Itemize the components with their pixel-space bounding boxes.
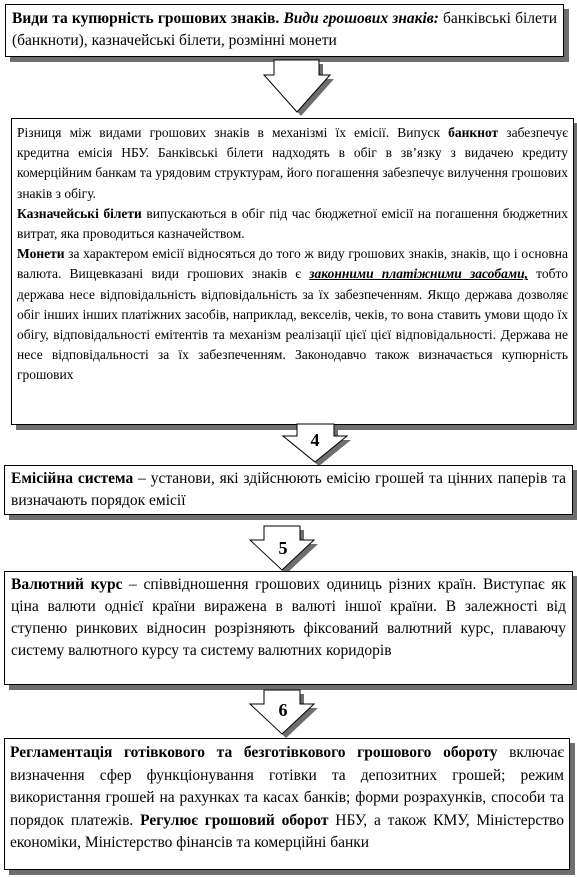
box4-text: – співвідношення грошових одиниць різних країн. Виступає як ціна валюти однієї країни виражена в валюті іншої країни. В залежності від ступеню ринкових відносин розрізняють фіксований валютний курс, плаваючу систему валютного курсу та систему валютних коридорів	[11, 576, 566, 659]
box3-text: – установи, які здійснюють емісію грошей та цінних паперів та визначають порядок емісії	[11, 470, 566, 509]
box2-coins-term: Монети	[17, 246, 65, 262]
box-emission-system	[4, 465, 573, 515]
box2-p3-text: за характером емісії відносяться до того ж виду грошових знаків, знаків, що і основна валюта. Вищевказані види грошових знаків є	[17, 246, 568, 282]
box2-p1-start: Різниця між видами грошових знаків в механізмі їх емісії. Випуск	[17, 125, 449, 140]
box-emission-differences	[11, 118, 574, 425]
box-cash-regulation	[4, 738, 570, 870]
box3-heading: Емісійна система	[11, 470, 134, 487]
arrow-4-number: 4	[310, 430, 320, 450]
box5-text: включає визначення сфер функціонування готівки та депозитних грошей; режим використання грошей на рахунках та касах банків; форми розрахунків, способи та порядок платежів.	[10, 744, 564, 829]
box-kinds-of-money	[5, 4, 564, 57]
arrow-6-number: 6	[278, 700, 288, 720]
box1-subheading: Види грошових знаків:	[283, 10, 439, 27]
arrow-5-number: 5	[278, 538, 288, 558]
box-exchange-rate	[4, 571, 573, 685]
box2-p3-rest: тобто держава несе відповідальність відповідальність за їх забезпеченням. Якщо держава дозволяє обіг інших інших платіжних засобів, наприклад, векселів, чеків, то вона ставить умови щодо їх обігу, відповідальності емітентів та механізм реалізації цієї цієї відповідальності. Держава не несе відповідальності за їх забезпеченням. Законодавчо також визначається купюрність грошових	[17, 266, 568, 383]
arrow-1	[262, 60, 332, 120]
box1-heading: Види та купюрність грошових знаків.	[12, 10, 280, 27]
box5-heading2: Регулює грошовий оборот	[140, 811, 329, 829]
box1-text: банківські білети (банкноти), казначейські білети, розмінні монети	[12, 10, 557, 49]
box5-heading: Регламентація готівкового та безготівкового грошового обороту	[10, 744, 498, 761]
box2-banknotes-term: банкнот	[448, 125, 499, 140]
box2-p1-rest: забезпечує кредитна емісія НБУ. Банківські білети надходять в обіг в зв’язку з видачею кредиту комерційним банкам та урядовим структурам, його погашення забезпечує вилучення грошових знаків з обігу.	[17, 125, 568, 201]
box2-p2-rest: випускаються в обіг під час бюджетної емісії на погашення бюджетних витрат, яка проводиться казначейством.	[17, 205, 569, 242]
box4-heading: Валютний курс	[11, 576, 123, 593]
box2-treasury-term: Казначейські білети	[17, 205, 142, 221]
box2-legal-tender-term: законними платіжними засобами,	[309, 266, 529, 282]
box5-text2: НБУ, а також КМУ, Міністерство економіки, Міністерство фінансів та комерційні банки	[10, 811, 564, 851]
